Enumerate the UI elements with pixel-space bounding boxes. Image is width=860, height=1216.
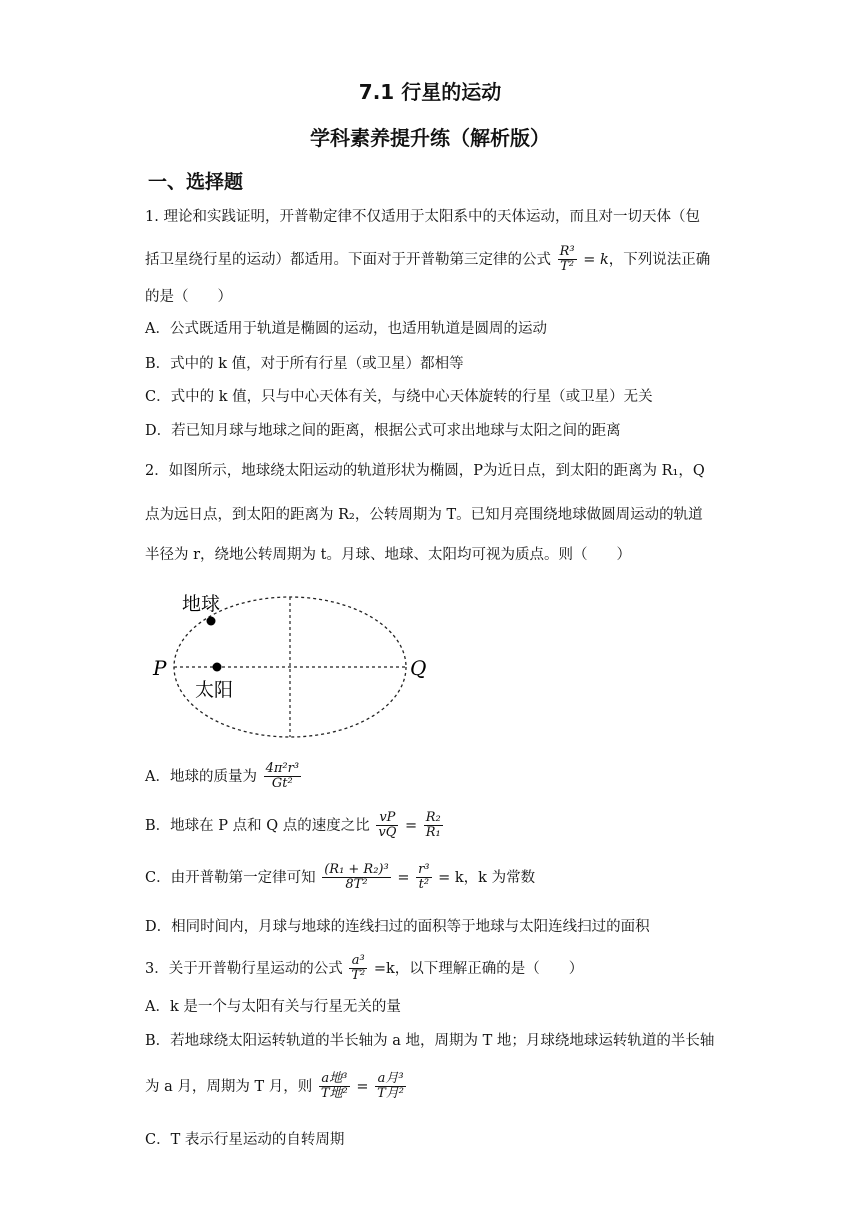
q2-option-a-numerator: 4π²r³ [265, 761, 300, 776]
q2-stem-line3: 半径为 r，绕地公转周期为 t。月球、地球、太阳均可视为质点。则（ ） [145, 547, 631, 563]
q3-stem-b: =k，以下理解正确的是（ ） [373, 960, 584, 977]
q2-option-d: D．相同时间内，月球与地球的连线扫过的面积等于地球与太阳连线扫过的面积 [145, 919, 650, 935]
q2-option-b-left-fraction [376, 811, 398, 841]
q3-formula-numerator: a³ [349, 954, 367, 969]
q2-option-a-denominator: Gt² [271, 776, 293, 792]
q2-option-c-fraction1 [322, 863, 391, 893]
q3-option-c: C．T 表示行星运动的自转周期 [145, 1132, 345, 1148]
q2-option-c-denominator2: t² [418, 877, 430, 893]
q3-option-b-line1: B．若地球绕太阳运转轨道的半长轴为 a 地，周期为 T 地；月球绕地球运转轨道的半长轴 [145, 1033, 715, 1049]
q1-formula-fraction [558, 245, 577, 275]
q2-option-c-equals: = [397, 869, 410, 886]
q2-option-c-fraction2 [416, 863, 431, 893]
q3-formula-denominator: T² [351, 968, 366, 984]
q2-option-c-numerator2: r³ [418, 862, 430, 877]
q2-option-b-right-numerator: R₂ [425, 810, 441, 825]
q3-stem [145, 954, 583, 984]
q1-stem-line2a: 括卫星绕行星的运动）都适用。下面对于开普勒第三定律的公式 [145, 251, 551, 268]
section-heading: 一、选择题 [148, 171, 244, 193]
page-title: 7.1 行星的运动 [358, 80, 502, 104]
q2-option-b-left-denominator: vQ [378, 825, 397, 841]
q1-formula-numerator: R³ [559, 244, 575, 259]
q3-option-b-line2 [145, 1072, 408, 1102]
orbit-diagram [145, 585, 445, 745]
q1-option-c: C．式中的 k 值，只与中心天体有关，与绕中心天体旋转的行星（或卫星）无关 [145, 389, 653, 405]
q3-option-b-numerator1: a地³ [319, 1072, 350, 1087]
q2-option-c-text: C．由开普勒第一定律可知 [145, 869, 316, 886]
q3-option-b-fraction2 [375, 1072, 406, 1102]
q1-formula-rhs: = k [583, 251, 609, 268]
q1-stem-line2b: ，下列说法正确 [608, 251, 711, 268]
q3-option-b-denominator2: T月² [377, 1086, 405, 1102]
q2-option-b-right-fraction [424, 811, 443, 841]
q2-option-a [145, 762, 303, 792]
q2-stem-line1: 2．如图所示，地球绕太阳运动的轨道形状为椭圆，P为近日点，到太阳的距离为 R₁，Q [145, 463, 705, 479]
q2-option-a-fraction [264, 762, 301, 792]
q1-stem-line1: 1. 理论和实践证明，开普勒定律不仅适用于太阳系中的天体运动，而且对一切天体（包 [145, 209, 700, 225]
q3-stem-a: 3．关于开普勒行星运动的公式 [145, 960, 343, 977]
q1-option-a: A．公式既适用于轨道是椭圆的运动，也适用轨道是圆周的运动 [145, 321, 547, 337]
q2-option-b-left-numerator: vP [376, 811, 398, 826]
q3-option-b-denominator1: T地² [320, 1086, 348, 1102]
q2-stem-line2: 点为远日点，到太阳的距离为 R₂，公转周期为 T。已知月亮围绕地球做圆周运动的轨道 [145, 507, 703, 523]
earth-dot [207, 617, 216, 626]
q3-option-b-fraction1 [319, 1072, 350, 1102]
q1-stem-line2 [145, 245, 710, 275]
q1-formula-denominator: T² [560, 259, 575, 275]
q3-option-b-line2a: 为 a 月，周期为 T 月，则 [145, 1078, 313, 1095]
earth-label: 地球 [182, 593, 221, 615]
q2-option-b-right-denominator: R₁ [425, 825, 441, 841]
q2-option-c [145, 863, 535, 893]
q2-option-b-text: B．地球在 P 点和 Q 点的速度之比 [145, 817, 370, 834]
q3-option-a: A．k 是一个与太阳有关与行星无关的量 [145, 999, 401, 1015]
q2-option-b-equals: = [404, 817, 418, 834]
q1-option-b: B．式中的 k 值，对于所有行星（或卫星）都相等 [145, 356, 464, 372]
q2-option-c-numerator1: (R₁ + R₂)³ [324, 862, 389, 877]
q2-option-a-text: A．地球的质量为 [145, 768, 257, 785]
q3-option-b-equals: = [356, 1078, 369, 1095]
sun-label: 太阳 [195, 679, 234, 701]
q2-option-b [145, 811, 445, 841]
q-label: Q [410, 656, 427, 680]
q3-option-b-numerator2: a月³ [375, 1072, 406, 1087]
q1-stem-line3: 的是（ ） [145, 289, 232, 305]
page-subtitle: 学科素养提升练（解析版） [310, 126, 550, 150]
q2-option-c-tail: = k，k 为常数 [438, 869, 536, 886]
q1-option-d: D．若已知月球与地球之间的距离，根据公式可求出地球与太阳之间的距离 [145, 423, 621, 439]
q2-option-c-denominator1: 8T² [345, 877, 368, 893]
q3-formula-fraction [349, 954, 367, 984]
p-label: P [153, 656, 167, 680]
sun-dot [213, 663, 222, 672]
